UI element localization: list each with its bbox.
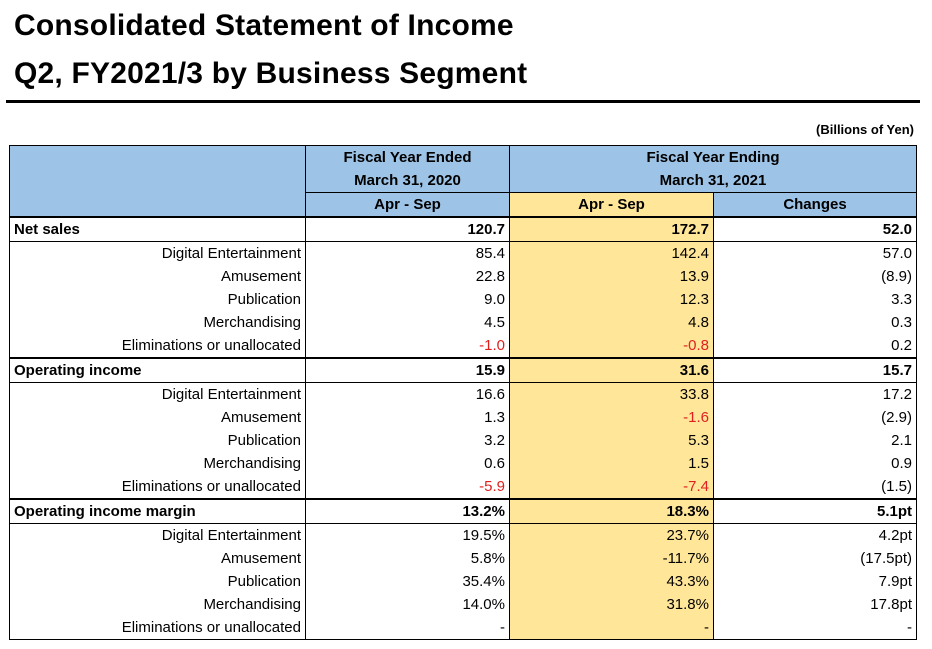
value-fy2021: -11.7%: [510, 547, 714, 570]
value-fy2021: 5.3: [510, 429, 714, 452]
segment-label: Eliminations or unallocated: [10, 334, 306, 358]
value-fy2020: -: [306, 616, 510, 640]
header-changes: Changes: [714, 193, 917, 218]
section-total-row: [10, 217, 917, 242]
section-label: Operating income margin: [10, 499, 306, 524]
value-fy2020: 22.8: [306, 265, 510, 288]
page-subtitle: Q2, FY2021/3 by Business Segment: [14, 57, 528, 90]
header-period-2021: Apr - Sep: [510, 193, 714, 218]
value-fy2021: 12.3: [510, 288, 714, 311]
value-fy2020: 3.2: [306, 429, 510, 452]
value-change: 5.1pt: [714, 499, 917, 524]
section-label: Operating income: [10, 358, 306, 383]
value-change: 17.2: [714, 383, 917, 407]
section-label: Net sales: [10, 217, 306, 242]
header-fy2020-line2: March 31, 2020: [306, 169, 510, 193]
value-fy2020: 85.4: [306, 242, 510, 266]
segment-label: Merchandising: [10, 311, 306, 334]
value-fy2021: 13.9: [510, 265, 714, 288]
value-change: 0.9: [714, 452, 917, 475]
value-fy2021: -: [510, 616, 714, 640]
segment-label: Eliminations or unallocated: [10, 616, 306, 640]
value-change: 7.9pt: [714, 570, 917, 593]
value-fy2020: 9.0: [306, 288, 510, 311]
value-change: (17.5pt): [714, 547, 917, 570]
segment-row: [10, 334, 917, 358]
value-fy2021: 23.7%: [510, 524, 714, 548]
value-fy2021: 31.6: [510, 358, 714, 383]
segment-label: Digital Entertainment: [10, 242, 306, 266]
segment-label: Publication: [10, 288, 306, 311]
segment-row: [10, 570, 917, 593]
value-fy2021: 172.7: [510, 217, 714, 242]
value-change: 15.7: [714, 358, 917, 383]
segment-row: [10, 242, 917, 266]
value-fy2020: 1.3: [306, 406, 510, 429]
segment-label: Amusement: [10, 547, 306, 570]
page-title: Consolidated Statement of Income: [14, 9, 514, 42]
segment-row: [10, 383, 917, 407]
header-fy2021-line2: March 31, 2021: [510, 169, 917, 193]
segment-row: [10, 593, 917, 616]
header-blank-cell: [10, 146, 306, 170]
section-total-row: [10, 358, 917, 383]
value-fy2020: 35.4%: [306, 570, 510, 593]
value-fy2021: 33.8: [510, 383, 714, 407]
title-divider: [6, 100, 920, 103]
segment-row: [10, 475, 917, 499]
header-fy2020-line1: Fiscal Year Ended: [306, 146, 510, 170]
segment-label: Amusement: [10, 265, 306, 288]
value-change: 3.3: [714, 288, 917, 311]
segment-row: [10, 616, 917, 640]
segment-label: Eliminations or unallocated: [10, 475, 306, 499]
segment-row: [10, 524, 917, 548]
value-fy2020: 120.7: [306, 217, 510, 242]
segment-row: [10, 406, 917, 429]
value-fy2021: 4.8: [510, 311, 714, 334]
header-fy2021-line1: Fiscal Year Ending: [510, 146, 917, 170]
value-fy2021: 142.4: [510, 242, 714, 266]
value-fy2020: 0.6: [306, 452, 510, 475]
segment-row: [10, 547, 917, 570]
header-period-2020: Apr - Sep: [306, 193, 510, 218]
value-change: 17.8pt: [714, 593, 917, 616]
segment-row: [10, 311, 917, 334]
value-change: 57.0: [714, 242, 917, 266]
value-fy2020: 14.0%: [306, 593, 510, 616]
value-fy2020: -5.9: [306, 475, 510, 499]
value-fy2021: -7.4: [510, 475, 714, 499]
value-fy2021: 18.3%: [510, 499, 714, 524]
value-fy2020: 13.2%: [306, 499, 510, 524]
value-change: 0.3: [714, 311, 917, 334]
units-label: (Billions of Yen): [816, 122, 914, 137]
segment-label: Amusement: [10, 406, 306, 429]
value-change: 2.1: [714, 429, 917, 452]
segment-row: [10, 429, 917, 452]
value-fy2020: 5.8%: [306, 547, 510, 570]
segment-label: Publication: [10, 570, 306, 593]
value-fy2021: 1.5: [510, 452, 714, 475]
value-change: 0.2: [714, 334, 917, 358]
value-fy2021: -0.8: [510, 334, 714, 358]
value-change: (1.5): [714, 475, 917, 499]
segment-label: Merchandising: [10, 452, 306, 475]
value-change: 4.2pt: [714, 524, 917, 548]
section-total-row: [10, 499, 917, 524]
value-fy2020: 16.6: [306, 383, 510, 407]
value-change: 52.0: [714, 217, 917, 242]
value-fy2021: 31.8%: [510, 593, 714, 616]
value-fy2020: 15.9: [306, 358, 510, 383]
value-change: -: [714, 616, 917, 640]
value-change: (8.9): [714, 265, 917, 288]
segment-label: Digital Entertainment: [10, 524, 306, 548]
segment-row: [10, 265, 917, 288]
value-change: (2.9): [714, 406, 917, 429]
segment-row: [10, 288, 917, 311]
value-fy2020: -1.0: [306, 334, 510, 358]
value-fy2021: 43.3%: [510, 570, 714, 593]
value-fy2020: 19.5%: [306, 524, 510, 548]
value-fy2020: 4.5: [306, 311, 510, 334]
segment-label: Digital Entertainment: [10, 383, 306, 407]
segment-row: [10, 452, 917, 475]
value-fy2021: -1.6: [510, 406, 714, 429]
income-statement-table: [9, 145, 917, 640]
segment-label: Merchandising: [10, 593, 306, 616]
segment-label: Publication: [10, 429, 306, 452]
